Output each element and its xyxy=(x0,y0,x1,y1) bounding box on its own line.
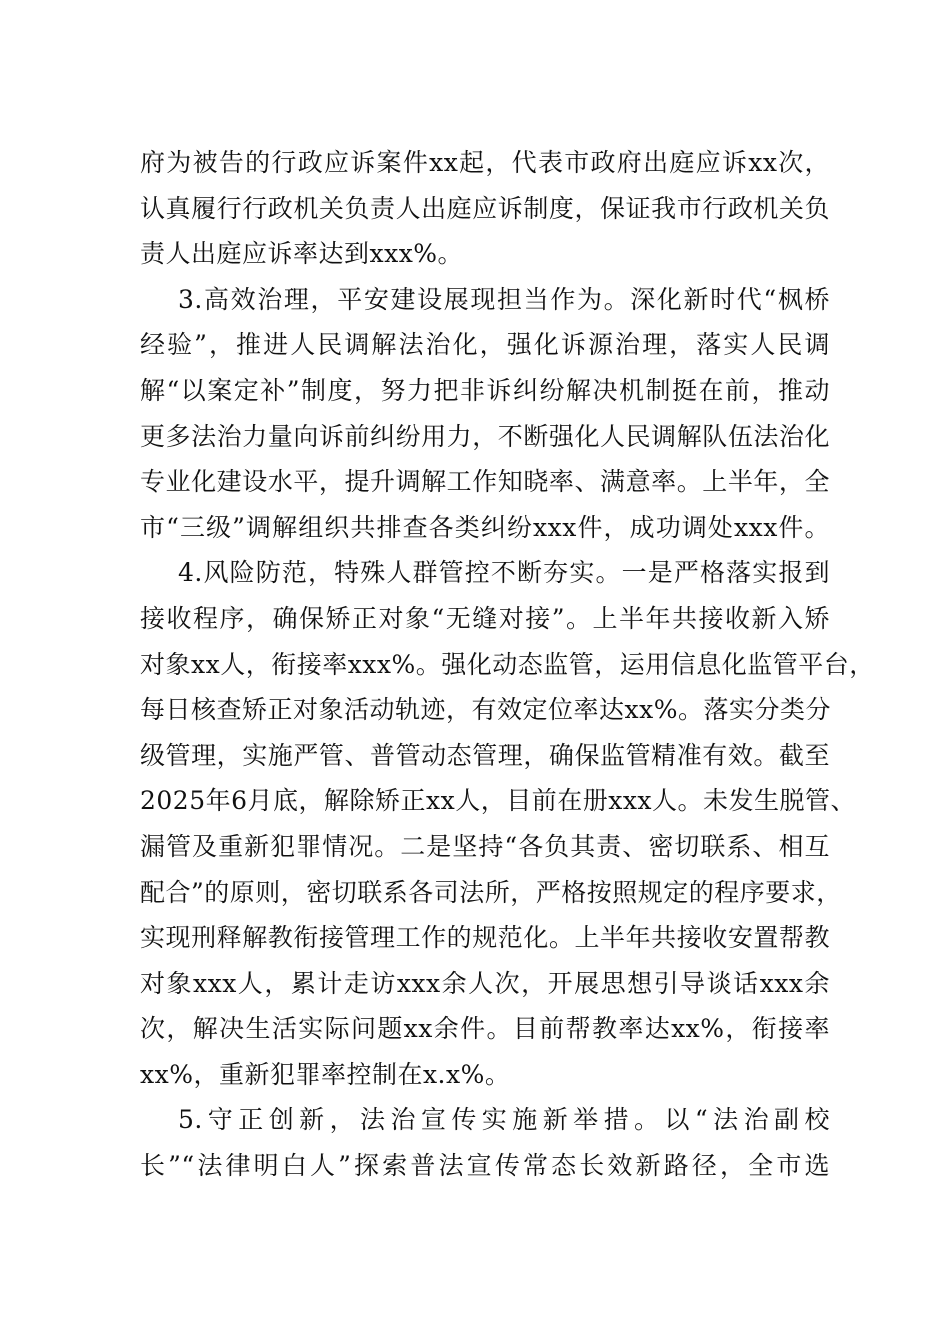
paragraph-heading-line: 4.风险防范，特殊人群管控不断夯实。一是严格落实报到 xyxy=(178,558,830,588)
text-line: 认真履行行政机关负责人出庭应诉制度，保证我市行政机关负 xyxy=(140,193,830,223)
text-line: 级管理，实施严管、普管动态管理，确保监管精准有效。截至 xyxy=(140,740,830,770)
paragraph-heading-line: 5.守正创新，法治宣传实施新举措。以“法治副校 xyxy=(178,1105,830,1135)
text-line: 接收程序，确保矫正对象“无缝对接”。上半年共接收新入矫 xyxy=(140,603,830,633)
text-line: 府为被告的行政应诉案件xx起，代表市政府出庭应诉xx次， xyxy=(140,148,830,177)
document-body xyxy=(140,140,875,1189)
text-line: xx%，重新犯罪率控制在x.x%。 xyxy=(140,1059,511,1089)
text-line: 配合”的原则，密切联系各司法所，严格按照规定的程序要求， xyxy=(140,877,842,907)
text-line: 每日核查矫正对象活动轨迹，有效定位率达xx%。落实分类分 xyxy=(140,695,831,725)
text-line: 专业化建设水平，提升调解工作知晓率、满意率。上半年，全 xyxy=(140,467,830,497)
text-line: 解“以案定补”制度，努力把非诉纠纷解决机制挺在前，推动 xyxy=(140,375,830,405)
text-line: 对象xx人，衔接率xxx%。强化动态监管，运用信息化监管平台， xyxy=(140,649,875,679)
text-line: 长”“法律明白人”探索普法宣传常态长效新路径，全市选 xyxy=(140,1151,830,1181)
text-line: 市“三级”调解组织共排查各类纠纷xxx件，成功调处xxx件。 xyxy=(140,512,830,542)
text-line: 对象xxx人，累计走访xxx余人次，开展思想引导谈话xxx余 xyxy=(140,968,830,998)
text-line: 2025年6月底，解除矫正xx人，目前在册xxx人。未发生脱管、 xyxy=(140,786,857,816)
text-line: 漏管及重新犯罪情况。二是坚持“各负其责、密切联系、相互 xyxy=(140,831,830,861)
paragraph-heading-line: 3.高效治理，平安建设展现担当作为。深化新时代“枫桥 xyxy=(178,284,830,314)
text-line: 责人出庭应诉率达到xxx%。 xyxy=(140,239,464,269)
text-line: 实现刑释解教衔接管理工作的规范化。上半年共接收安置帮教 xyxy=(140,923,830,953)
text-line: 次，解决生活实际问题xx余件。目前帮教率达xx%，衔接率 xyxy=(140,1014,830,1044)
text-line: 更多法治力量向诉前纠纷用力，不断强化人民调解队伍法治化 xyxy=(140,421,830,451)
text-line: 经验”，推进人民调解法治化，强化诉源治理，落实人民调 xyxy=(140,330,830,360)
